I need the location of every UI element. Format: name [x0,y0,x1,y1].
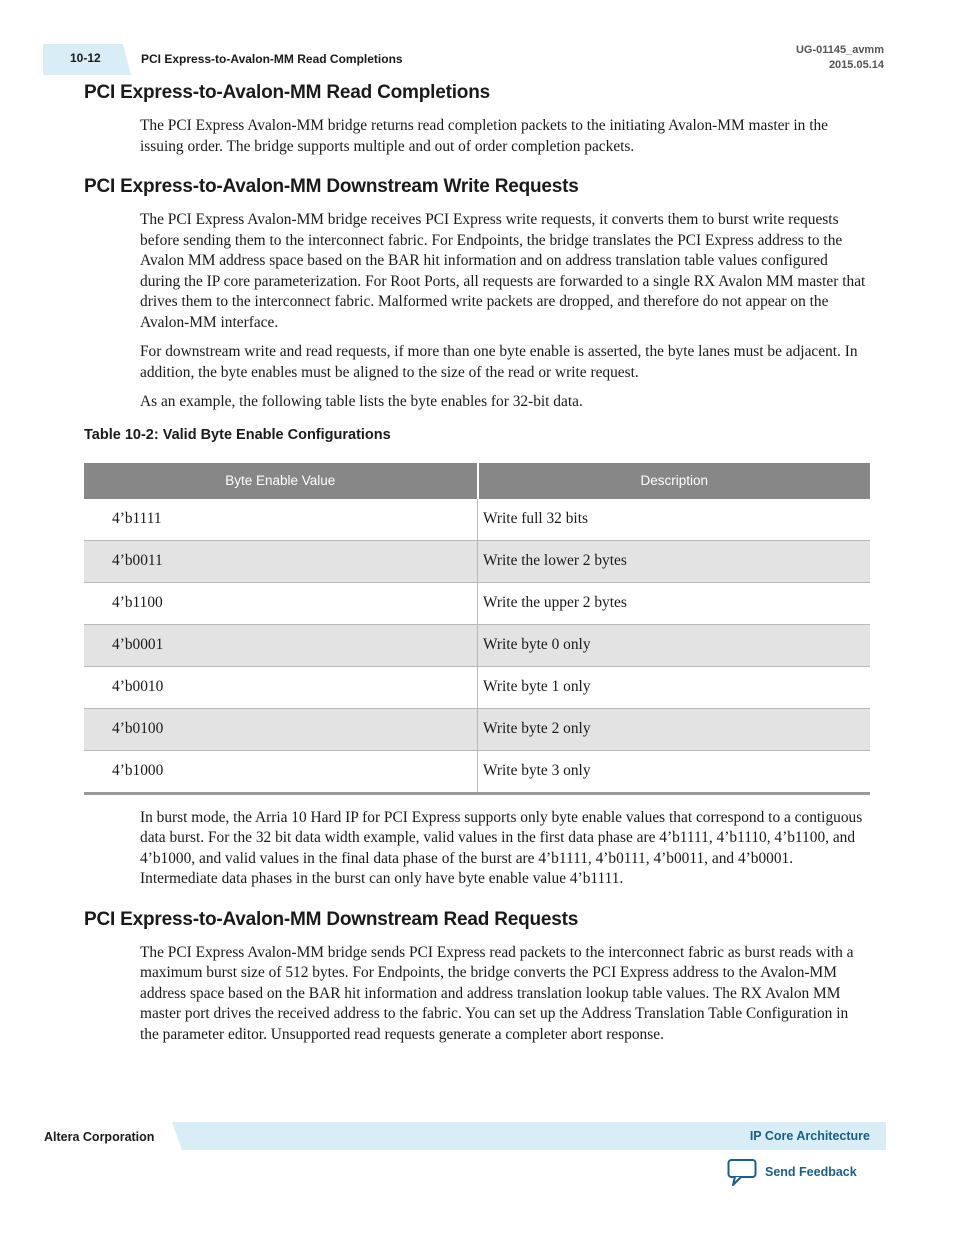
table-caption: Table 10-2: Valid Byte Enable Configurations [84,426,391,443]
table-header-value: Byte Enable Value [84,463,478,499]
table-cell-description: Write the upper 2 bytes [478,582,871,624]
read-requests-paragraph: The PCI Express Avalon-MM bridge sends PCI Express read packets to the interconnect fabric as burst reads with a maximum burst size of 512 bytes. For Endpoints, the bridge converts the PCI Express address to the Avalon-MM address space based on the BAR hit information and address translation lookup table values. The RX Avalon MM master port drives the received address to the fabric. You can set up the Address Translation Table Configuration in the parameter editor. Unsupported read requests generate a completer abort response. [140,943,854,1043]
read-completions-paragraph: The PCI Express Avalon-MM bridge returns read completion packets to the initiating Avalon-MM master in the issuing order. The bridge supports multiple and out of order completion packets. [140,117,829,155]
table-cell-value: 4’b0011 [84,540,478,582]
write-requests-paragraph-3: As an example, the following table lists the byte enables for 32-bit data. [140,393,583,410]
table-cell-description: Write byte 3 only [478,750,871,793]
byte-enable-table [84,463,870,795]
table-row [84,708,870,750]
table-cell-description: Write full 32 bits [478,499,871,541]
table-cell-value: 4’b0001 [84,624,478,666]
table-cell-value: 4’b1000 [84,750,478,793]
table-header-row [84,463,870,499]
table-cell-value: 4’b0100 [84,708,478,750]
table-row [84,750,870,793]
table-row [84,624,870,666]
table-cell-value: 4’b0010 [84,666,478,708]
doc-date: 2015.05.14 [828,59,884,71]
table-row [84,666,870,708]
table-cell-value: 4’b1100 [84,582,478,624]
table-header-description: Description [478,463,871,499]
footer-company: Altera Corporation [44,1130,155,1144]
table-cell-description: Write byte 2 only [478,708,871,750]
burst-mode-paragraph: In burst mode, the Arria 10 Hard IP for PCI Express supports only byte enable values that correspond to a contiguous data burst. For the 32 bit data width example, valid values in the first data phase are 4’b1111, 4’b1110, 4’b1100, and 4’b1000, and valid values in the final data phase of the burst are 4’b1111, 4’b0111, 4’b0011, and 4’b0001. Intermediate data phases in the burst can only have byte enable value 4’b1111. [140,808,863,887]
running-title: PCI Express-to-Avalon-MM Read Completions [141,52,403,66]
section-heading-write-requests: PCI Express-to-Avalon-MM Downstream Write Requests [84,176,579,197]
table-row [84,582,870,624]
write-requests-paragraph-2: For downstream write and read requests, if more than one byte enable is asserted, the byte lanes must be adjacent. In addition, the byte enables must be aligned to the size of the read or write request. [140,343,858,381]
section-heading-read-completions: PCI Express-to-Avalon-MM Read Completions [84,82,490,103]
table-cell-description: Write byte 0 only [478,624,871,666]
doc-id-block [796,43,884,73]
send-feedback-label: Send Feedback [765,1165,857,1179]
doc-id: UG-01145_avmm [795,44,884,56]
table-cell-description: Write the lower 2 bytes [478,540,871,582]
footer-section-link[interactable]: IP Core Architecture [749,1129,870,1143]
table-row [84,540,870,582]
main-content [84,82,870,1054]
section-heading-read-requests: PCI Express-to-Avalon-MM Downstream Read Requests [84,908,579,930]
table-cell-value: 4’b1111 [84,499,478,541]
table-row [84,499,870,541]
page-number: 10-12 [70,51,101,65]
write-requests-paragraph-1: The PCI Express Avalon-MM bridge receives PCI Express write requests, it converts them to burst write requests before sending them to the interconnect fabric. For Endpoints, the bridge translates the PCI Express address to the Avalon MM address space based on the BAR hit information and on address translation table values configured during the IP core parameterization. For Root Ports, all requests are forwarded to a single RX Avalon MM master that drives them to the interconnect fabric. Malformed write packets are dropped, and therefore do not appear on the Avalon-MM interface. [140,211,866,331]
speech-bubble-icon [727,1158,757,1186]
send-feedback-link[interactable] [727,1157,857,1187]
table-cell-description: Write byte 1 only [478,666,871,708]
